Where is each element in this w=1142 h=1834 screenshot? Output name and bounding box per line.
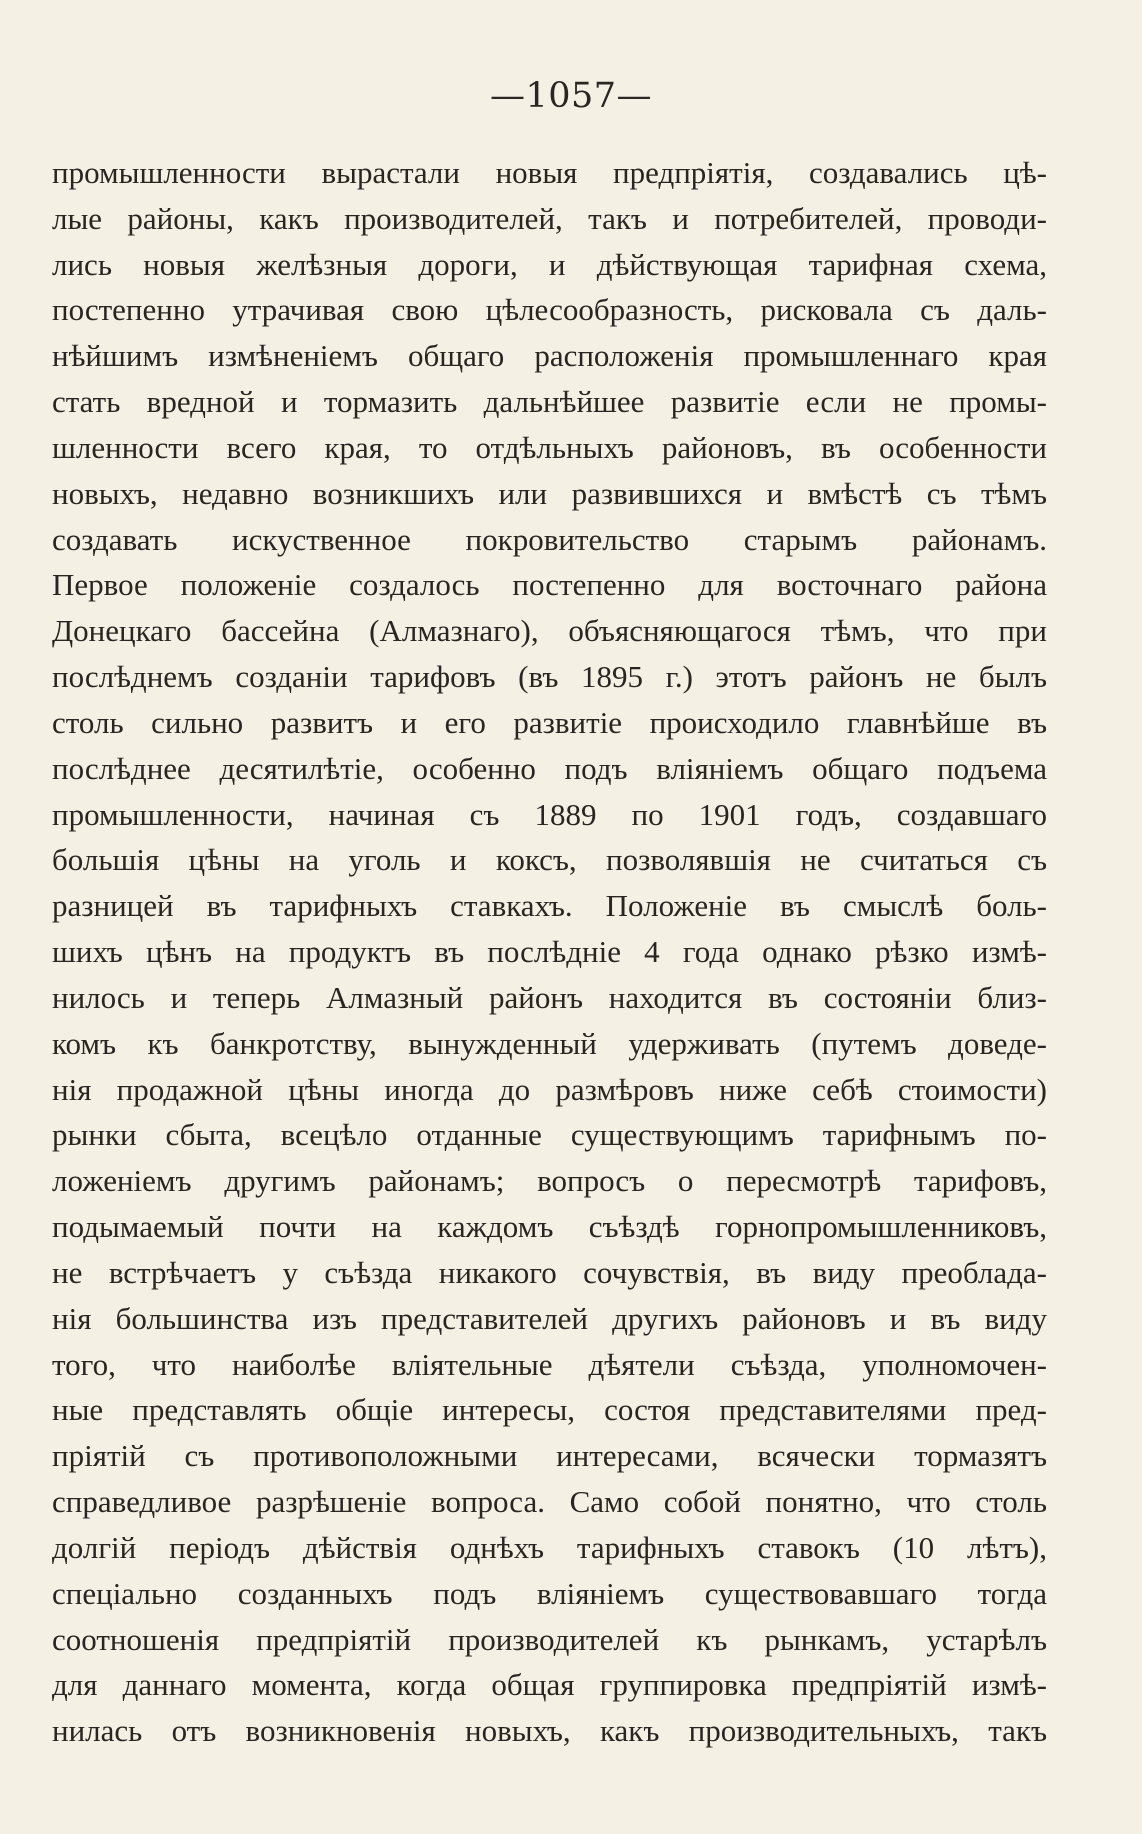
text-line: стать вредной и тормазить дальнѣйшее развитіе если не промы- xyxy=(52,384,1047,420)
text-line: разницей въ тарифныхъ ставкахъ. Положеніе въ смыслѣ боль- xyxy=(52,888,1047,924)
text-line: ные представлять общіе интересы, состоя представителями пред- xyxy=(52,1392,1047,1428)
text-line: спеціально созданныхъ подъ вліяніемъ существовавшаго тогда xyxy=(52,1575,1047,1611)
text-line: Первое положеніе создалось постепенно для восточнаго района xyxy=(52,567,1047,603)
text-line: нія большинства изъ представителей другихъ районовъ и въ виду xyxy=(52,1300,1047,1336)
text-line: нѣйшимъ измѣненіемъ общаго расположенія промышленнаго края xyxy=(52,338,1047,374)
text-line: новыхъ, недавно возникшихъ или развившихся и вмѣстѣ съ тѣмъ xyxy=(52,475,1047,511)
text-line: для даннаго момента, когда общая группировка предпріятій измѣ- xyxy=(52,1667,1047,1703)
text-line: большія цѣны на уголь и коксъ, позволявшія не считаться съ xyxy=(52,842,1047,878)
text-line: рынки сбыта, всецѣло отданные существующимъ тарифнымъ по- xyxy=(52,1117,1047,1153)
text-line: лись новыя желѣзныя дороги, и дѣйствующая тарифная схема, xyxy=(52,246,1047,282)
text-line: создавать искуственное покровительство старымъ районамъ. xyxy=(52,521,1047,557)
text-line: нія продажной цѣны иногда до размѣровъ ниже себѣ стоимости) xyxy=(52,1071,1047,1107)
text-line: того, что наиболѣе вліятельные дѣятели съѣзда, уполномочен- xyxy=(52,1346,1047,1382)
text-line: шленности всего края, то отдѣльныхъ районовъ, въ особенности xyxy=(52,429,1047,465)
text-line: долгій періодъ дѣйствія однѣхъ тарифныхъ ставокъ (10 лѣтъ), xyxy=(52,1529,1047,1565)
page-number: —1057— xyxy=(489,76,653,116)
text-line: послѣднее десятилѣтіе, особенно подъ вліяніемъ общаго подъема xyxy=(52,750,1047,786)
text-line: шихъ цѣнъ на продуктъ въ послѣдніе 4 года однако рѣзко измѣ- xyxy=(52,934,1047,970)
text-line: промышленности вырастали новыя предпріятія, создавались цѣ- xyxy=(52,155,1047,190)
text-line: не встрѣчаетъ у съѣзда никакого сочувствія, въ виду преоблада- xyxy=(52,1254,1047,1290)
body-text xyxy=(52,150,1047,1754)
text-line: ложеніемъ другимъ районамъ; вопросъ о пересмотрѣ тарифовъ, xyxy=(52,1163,1047,1199)
text-line: лые районы, какъ производителей, такъ и потребителей, проводи- xyxy=(52,200,1047,236)
text-line: постепенно утрачивая свою цѣлесообразность, рисковала съ даль- xyxy=(52,292,1047,328)
text-line: столь сильно развитъ и его развитіе происходило главнѣйше въ xyxy=(52,704,1047,740)
text-line: комъ къ банкротству, вынужденный удерживать (путемъ доведе- xyxy=(52,1025,1047,1061)
text-line: справедливое разрѣшеніе вопроса. Само собой понятно, что столь xyxy=(52,1484,1047,1520)
text-line: соотношенія предпріятій производителей къ рынкамъ, устарѣлъ xyxy=(52,1621,1047,1657)
text-line: послѣднемъ созданіи тарифовъ (въ 1895 г.) этотъ районъ не былъ xyxy=(52,659,1047,695)
text-line: подымаемый почти на каждомъ съѣздѣ горнопромышленниковъ, xyxy=(52,1209,1047,1245)
text-line: нилась отъ возникновенія новыхъ, какъ производительныхъ, такъ xyxy=(52,1713,1047,1749)
text-line: пріятій съ противоположными интересами, всячески тормазятъ xyxy=(52,1438,1047,1474)
text-line: нилось и теперь Алмазный районъ находится въ состояніи близ- xyxy=(52,979,1047,1015)
text-line: Донецкаго бассейна (Алмазнаго), объясняющагося тѣмъ, что при xyxy=(52,613,1047,649)
text-line: промышленности, начиная съ 1889 по 1901 годъ, создавшаго xyxy=(52,796,1047,832)
